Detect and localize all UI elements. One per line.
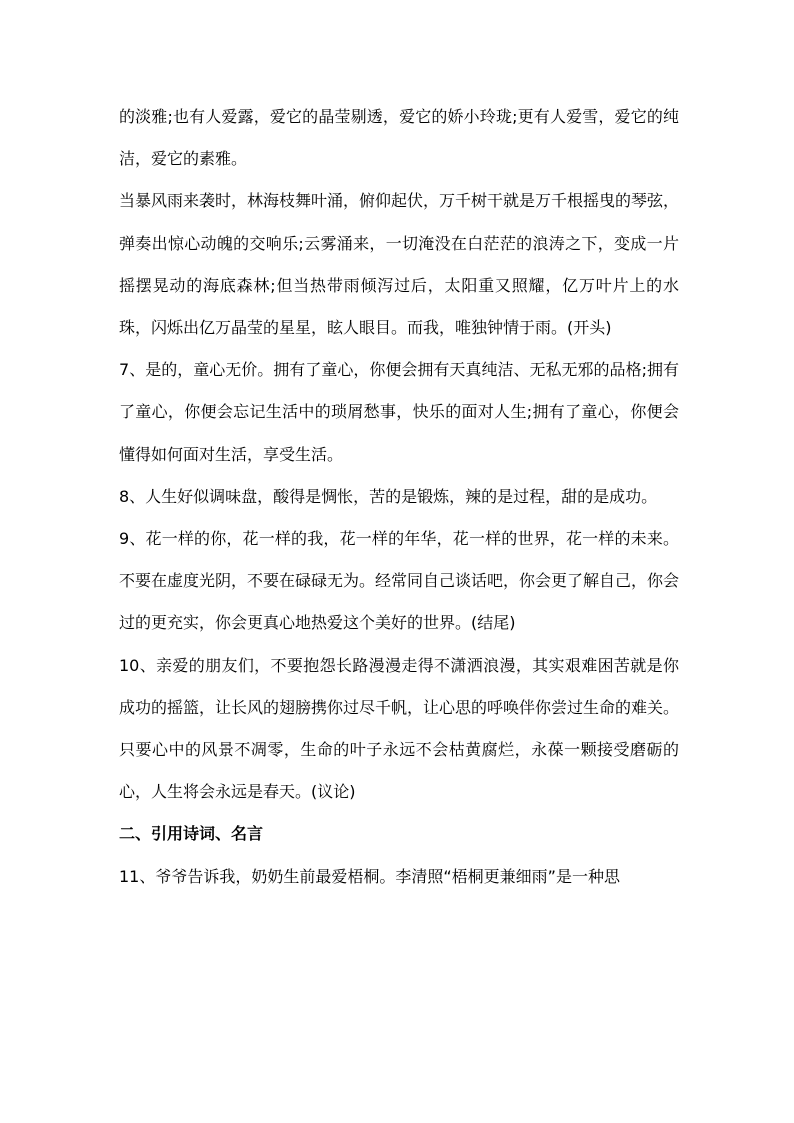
paragraph-storm-opening: 当暴风雨来袭时，林海枝舞叶涌，俯仰起伏，万千树干就是万千根摇曳的琴弦，弹奏出惊心动魄的交响乐;云雾涌来，一切淹没在白茫茫的浪涛之下，变成一片摇摆晃动的海底森林;但当热带雨倾泻过后，太阳重又照耀，亿万叶片上的水珠，闪烁出亿万晶莹的星星，眩人眼目。而我，唯独钟情于雨。(开头) <box>119 191 680 338</box>
paragraph-item-10: 10、亲爱的朋友们，不要抱怨长路漫漫走得不潇洒浪漫，其实艰难困苦就是你成功的摇篮，让长风的翅膀携你过尽千帆，让心思的呼唤伴你尝过生命的难关。只要心中的风景不凋零，生命的叶子永远不会枯黄腐烂，永葆一颗接受磨砺的心，人生将会永远是春天。(议论) <box>119 655 680 802</box>
paragraph-item-11: 11、爷爷告诉我，奶奶生前最爱梧桐。李清照“梧桐更兼细雨”是一种思 <box>119 866 620 886</box>
section-heading: 二、引用诗词、名言 <box>119 824 264 844</box>
paragraph-preference-intro: 的淡雅;也有人爱露，爱它的晶莹剔透，爱它的娇小玲珑;更有人爱雪，爱它的纯洁，爱它的素雅。 <box>119 107 679 169</box>
paragraph-item-8: 8、人生好似调味盘，酸得是惆怅，苦的是锻炼，辣的是过程，甜的是成功。 <box>119 486 658 506</box>
paragraph-item-9: 9、花一样的你，花一样的我，花一样的年华，花一样的世界，花一样的未来。不要在虚度光阴，不要在碌碌无为。经常同自己谈话吧，你会更了解自己，你会过的更充实，你会更真心地热爱这个美好的世界。(结尾) <box>119 529 680 633</box>
paragraph-item-7: 7、是的，童心无价。拥有了童心，你便会拥有天真纯洁、无私无邪的品格;拥有了童心，你便会忘记生活中的琐屑愁事，快乐的面对人生;拥有了童心，你便会懂得如何面对生活，享受生活。 <box>119 360 679 464</box>
document-body <box>119 96 679 898</box>
